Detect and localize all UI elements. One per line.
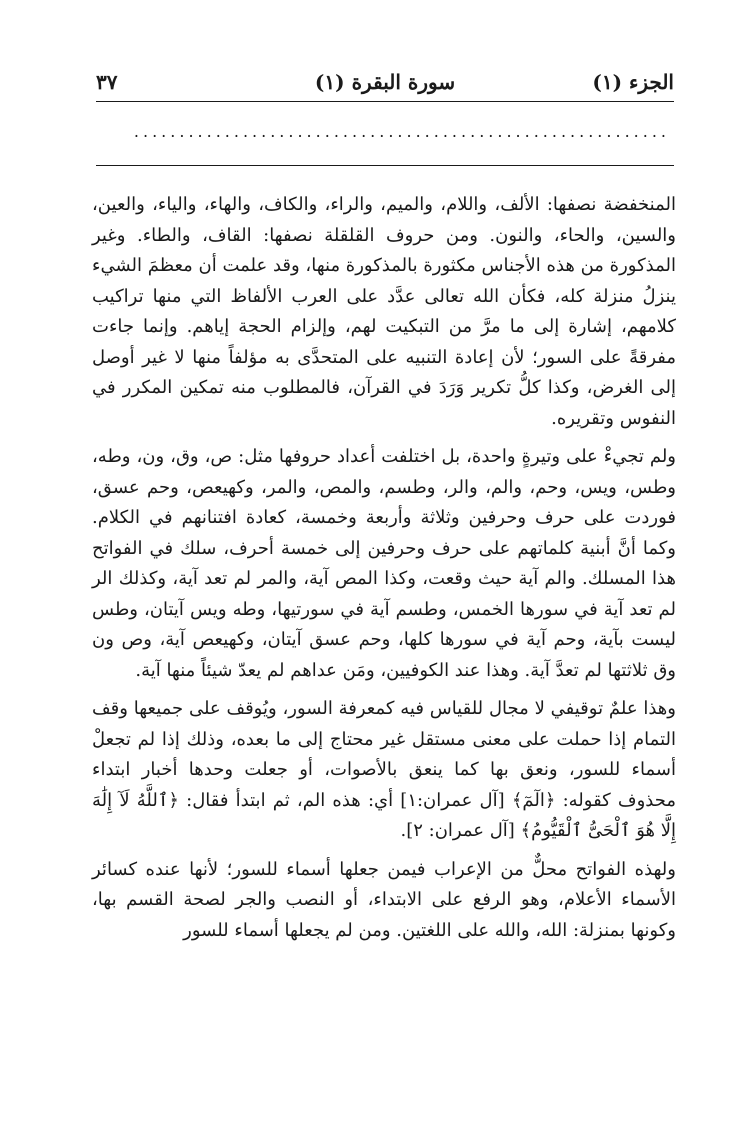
body-text: [92, 190, 676, 954]
paragraph: ولم تجيءْ على وتيرةٍ واحدة، بل اختلفت أعداد حروفها مثل: ص، وق، ون، وطه، وطس، ويس، وحم، والم، والر، وطسم، والمص، والمر، وكهيعص، وحم عسق، فوردت على حرف وحرفين وثلاثة وأربعة وخمسة، كعادة افتنانهم في الكلام. وكما أنَّ أبنية كلماتهم على حرف وحرفين إلى خمسة أحرف، سلك في الفواتح هذا المسلك. والم آية حيث وقعت، وكذا المص آية، والمر لم تعد آية، وكذلك الر لم تعد آية في سورها الخمس، وطسم آية في سورتيها، وطه ويس آيتان، وطس ليست بآية، وحم آية في سورها كلها، وحم عسق آيتان، وكهيعص آية، وص ون وق ثلاثتها لم تعدَّ آية. وهذا عند الكوفيين، ومَن عداهم لم يعدّ شيئاً منها آية.: [92, 446, 677, 681]
page-header: [96, 66, 674, 98]
page-number: ٣٧: [96, 70, 118, 94]
surah-title: سورة البقرة (١): [314, 70, 456, 94]
paragraph: ولهذه الفواتح محلٌّ من الإعراب فيمن جعلها أسماء للسور؛ لأنها عنده كسائر الأسماء الأعلام، وهو الرفع على الابتداء، أو النصب والجر لصحة القسم بها، وكونها بمنزلة: الله، والله على اللغتين. ومن لم يجعلها أسماء للسور: [92, 858, 676, 941]
paragraph: المنخفضة نصفها: الألف، واللام، والميم، والراء، والكاف، والهاء، والياء، والعين، والسين، والحاء، والنون. ومن حروف القلقلة نصفها: القاف، والطاء. وغير المذكورة من هذه الأجناس مكثورة بالمذكورة منها، وقد علمت أن معظمَ الشيء ينزلُ منزلة كله، فكأن الله تعالى عدَّد على العرب الألفاظ التي منها تراكيب كلامهم، إشارة إلى ما مرَّ من التبكيت لهم، وإلزام الحجة إياهم. وإنما جاءت مفرقةً على السور؛ لأن إعادة التنبيه على المتحدَّى به مؤلفاً منها لا غير أوصل إلى الغرض، وكذا كلُّ تكرير وَرَدَ في القرآن، فالمطلوب منه تمكين المكرر في النفوس وتقريره.: [91, 194, 676, 429]
elision-dots: ...........................................................: [133, 122, 670, 141]
juz-label: الجزء (١): [592, 70, 674, 94]
separator-rule: [96, 165, 674, 166]
header-rule: [96, 101, 674, 102]
paragraph: وهذا علمٌ توقيفي لا مجال للقياس فيه كمعرفة السور، ويُوقف على جميعها وقف التمام إذا حملت على معنى مستقل غير محتاج إلى ما بعده، وذلك إذا لم تجعلْ أسماء للسور، ونعق بها كما ينعق بالأصوات، أو جعلت وحدها أخبار ابتداء محذوف كقوله: ﴿الٓمٓ﴾ [آل عمران:١] أي: هذه الم، ثم ابتدأ فقال: ﴿ٱللَّهُ لَآ إِلَٰهَ إِلَّا هُوَ ٱلْحَىُّ ٱلْقَيُّومُ﴾ [آل عمران: ٢].: [92, 698, 676, 841]
